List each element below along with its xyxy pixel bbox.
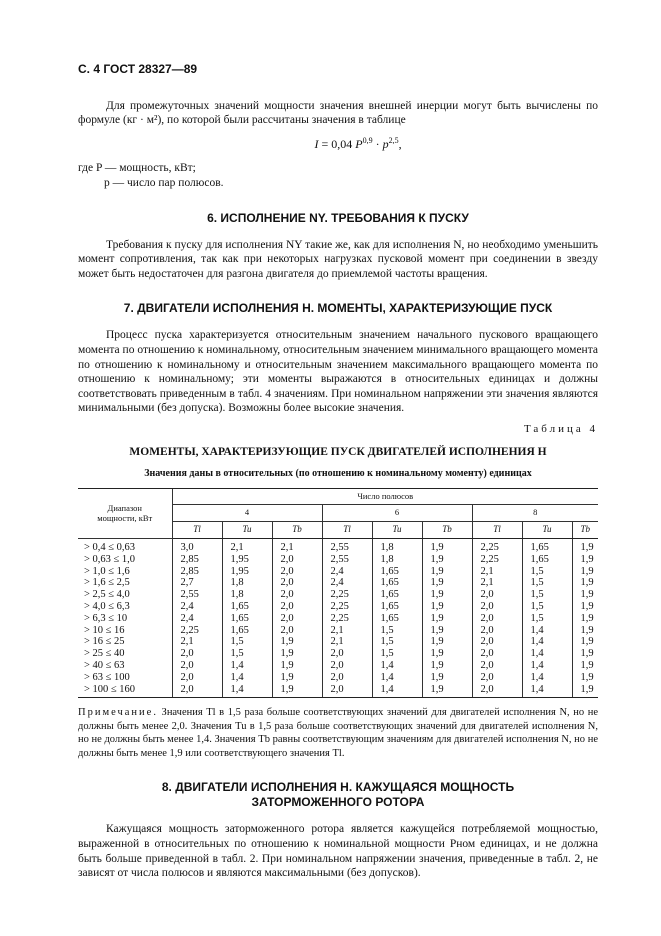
value-cell: 2,0 bbox=[472, 648, 522, 660]
value-cell: 1,9 bbox=[422, 613, 472, 625]
section-7-text: Процесс пуска характеризуется относительным значением начального пускового вращающего момента по отношению к номинальному, относительным значением минимального вращающего момента по отношению к номинальному и относительным значением максимального вращающего момента по отношению к номинальному; эти моменты выражаются в относительных единицах и должны соответствовать приведенным в табл. 4 значениям. При номинальном напряжении эти значения являются минимальными (без допуска). Возможны более высокие значения. bbox=[78, 329, 598, 415]
value-cell: 2,25 bbox=[322, 613, 372, 625]
table-4-title: МОМЕНТЫ, ХАРАКТЕРИЗУЮЩИЕ ПУСК ДВИГАТЕЛЕЙ ИСПОЛНЕНИЯ Н bbox=[129, 445, 547, 458]
table-row bbox=[78, 613, 598, 625]
power-range-cell: > 16 ≤ 25 bbox=[84, 636, 125, 648]
value-cell: 1,4 bbox=[522, 684, 572, 698]
value-cell: 1,9 bbox=[422, 539, 472, 554]
value-cell: 2,25 bbox=[322, 601, 372, 613]
value-cell: 1,9 bbox=[572, 672, 598, 684]
table-row bbox=[78, 648, 598, 660]
value-cell: 2,0 bbox=[322, 660, 372, 672]
table-row bbox=[78, 554, 598, 566]
symbol-header: Tb bbox=[422, 522, 472, 539]
value-cell: 1,8 bbox=[372, 539, 422, 554]
section-7-title: 7. ДВИГАТЕЛИ ИСПОЛНЕНИЯ Н. МОМЕНТЫ, ХАРАКТЕРИЗУЮЩИЕ ПУСК bbox=[123, 301, 553, 316]
table-row bbox=[78, 636, 598, 648]
table-row bbox=[78, 672, 598, 684]
value-cell: 2,0 bbox=[472, 636, 522, 648]
col-header-4-poles: 4 bbox=[172, 505, 322, 522]
value-cell: 2,55 bbox=[172, 589, 222, 601]
value-cell: 1,65 bbox=[372, 613, 422, 625]
table-4 bbox=[78, 488, 598, 699]
value-cell: 1,9 bbox=[422, 660, 472, 672]
value-cell: 1,4 bbox=[222, 660, 272, 672]
value-cell: 1,9 bbox=[422, 554, 472, 566]
section-6-text: Требования к пуску для исполнения NY такие же, как для исполнения N, но необходимо уменьшить момент сопротивления, так как при некоторых нагрузках пусковой момент при соединении в звезду может быть недостаточен для разгона двигателя до приемлемой частоты вращения. bbox=[78, 238, 598, 280]
value-cell: 2,0 bbox=[472, 672, 522, 684]
value-cell: 1,9 bbox=[572, 660, 598, 672]
value-cell: 2,1 bbox=[322, 636, 372, 648]
value-cell: 1,5 bbox=[372, 648, 422, 660]
value-cell: 1,9 bbox=[572, 636, 598, 648]
power-range-cell: > 0,4 ≤ 0,63 bbox=[84, 542, 136, 554]
value-cell: 2,0 bbox=[272, 601, 322, 613]
value-cell: 1,9 bbox=[572, 648, 598, 660]
value-cell: 2,0 bbox=[322, 648, 372, 660]
value-cell: 2,1 bbox=[472, 566, 522, 578]
symbol-header: Tl bbox=[472, 522, 522, 539]
value-cell: 2,0 bbox=[472, 589, 522, 601]
value-cell: 2,25 bbox=[172, 625, 222, 637]
col-header-range: Диапазон мощности, кВт bbox=[78, 488, 172, 538]
value-cell: 2,4 bbox=[172, 601, 222, 613]
table-row bbox=[78, 589, 598, 601]
power-range-cell: > 6,3 ≤ 10 bbox=[84, 612, 128, 624]
value-cell: 1,4 bbox=[222, 672, 272, 684]
value-cell: 1,65 bbox=[372, 566, 422, 578]
symbol-header: Tb bbox=[572, 522, 598, 539]
value-cell: 1,4 bbox=[522, 636, 572, 648]
symbol-header: Tl bbox=[172, 522, 222, 539]
value-cell: 1,9 bbox=[422, 577, 472, 589]
value-cell: 2,0 bbox=[322, 672, 372, 684]
value-cell: 1,95 bbox=[222, 554, 272, 566]
value-cell: 2,0 bbox=[172, 660, 222, 672]
value-cell: 2,0 bbox=[472, 684, 522, 698]
value-cell: 1,9 bbox=[572, 684, 598, 698]
value-cell: 1,9 bbox=[572, 589, 598, 601]
col-header-6-poles: 6 bbox=[322, 505, 472, 522]
value-cell: 2,1 bbox=[222, 539, 272, 554]
value-cell: 1,9 bbox=[272, 660, 322, 672]
value-cell: 2,0 bbox=[472, 601, 522, 613]
power-range-cell: > 100 ≤ 160 bbox=[78, 684, 172, 698]
value-cell: 1,9 bbox=[572, 554, 598, 566]
value-cell: 2,0 bbox=[272, 554, 322, 566]
value-cell: 1,65 bbox=[222, 625, 272, 637]
power-range-cell: > 1,6 ≤ 2,5 bbox=[84, 577, 130, 589]
value-cell: 1,8 bbox=[222, 589, 272, 601]
value-cell: 1,9 bbox=[422, 636, 472, 648]
value-cell: 2,0 bbox=[172, 684, 222, 698]
value-cell: 1,9 bbox=[572, 539, 598, 554]
value-cell: 2,1 bbox=[272, 539, 322, 554]
value-cell: 2,25 bbox=[472, 554, 522, 566]
value-cell: 1,9 bbox=[422, 601, 472, 613]
power-range-cell: > 1,0 ≤ 1,6 bbox=[84, 565, 130, 577]
value-cell: 1,9 bbox=[272, 684, 322, 698]
table-row bbox=[78, 625, 598, 637]
value-cell: 2,25 bbox=[472, 539, 522, 554]
value-cell: 2,1 bbox=[172, 636, 222, 648]
formula-where-poles: p — число пар полюсов. bbox=[104, 176, 224, 189]
value-cell: 1,65 bbox=[522, 554, 572, 566]
symbol-header: Tu bbox=[222, 522, 272, 539]
value-cell: 2,0 bbox=[272, 613, 322, 625]
value-cell: 2,0 bbox=[172, 648, 222, 660]
value-cell: 1,4 bbox=[372, 684, 422, 698]
section-8-title: 8. ДВИГАТЕЛИ ИСПОЛНЕНИЯ Н. КАЖУЩАЯСЯ МОЩНОСТЬ ЗАТОРМОЖЕННОГО РОТОРА bbox=[161, 780, 515, 810]
value-cell: 2,85 bbox=[172, 554, 222, 566]
col-header-8-poles: 8 bbox=[472, 505, 598, 522]
power-range-cell: > 0,63 ≤ 1,0 bbox=[84, 553, 136, 565]
value-cell: 2,0 bbox=[172, 672, 222, 684]
value-cell: 1,65 bbox=[222, 601, 272, 613]
power-range-cell: > 4,0 ≤ 6,3 bbox=[84, 601, 130, 613]
power-range-cell: > 10 ≤ 16 bbox=[84, 624, 125, 636]
value-cell: 1,9 bbox=[572, 625, 598, 637]
value-cell: 1,9 bbox=[572, 566, 598, 578]
value-cell: 1,9 bbox=[572, 613, 598, 625]
symbol-header: Tl bbox=[322, 522, 372, 539]
intro-paragraph: Для промежуточных значений мощности значения внешней инерции могут быть вычислены по формуле (кг · м²), по которой были рассчитаны значения в таблице bbox=[78, 99, 598, 127]
value-cell: 2,55 bbox=[322, 539, 372, 554]
table-4-label: Таблица 4 bbox=[523, 422, 598, 435]
value-cell: 1,9 bbox=[572, 577, 598, 589]
power-range-cell: > 2,5 ≤ 4,0 bbox=[84, 589, 130, 601]
table-row bbox=[78, 577, 598, 589]
value-cell: 1,5 bbox=[222, 636, 272, 648]
power-range-cell: > 25 ≤ 40 bbox=[84, 648, 125, 660]
document-page bbox=[78, 62, 598, 881]
value-cell: 2,1 bbox=[472, 577, 522, 589]
value-cell: 2,0 bbox=[322, 684, 372, 698]
symbol-header: Tu bbox=[522, 522, 572, 539]
value-cell: 2,0 bbox=[272, 566, 322, 578]
value-cell: 2,55 bbox=[322, 554, 372, 566]
table-row bbox=[78, 539, 598, 554]
table-4-subtitle: Значения даны в относительных (по отношению к номинальному моменту) единицах bbox=[144, 468, 532, 480]
inertia-formula: I = 0,04 $P^{0,9} \cdot p^{2,5}$, bbox=[314, 135, 402, 151]
value-cell: 1,9 bbox=[422, 589, 472, 601]
value-cell: 1,9 bbox=[572, 601, 598, 613]
value-cell: 2,4 bbox=[322, 577, 372, 589]
value-cell: 1,4 bbox=[522, 625, 572, 637]
value-cell: 2,85 bbox=[172, 566, 222, 578]
table-row bbox=[78, 566, 598, 578]
value-cell: 1,9 bbox=[422, 625, 472, 637]
value-cell: 1,4 bbox=[372, 660, 422, 672]
value-cell: 1,65 bbox=[372, 589, 422, 601]
value-cell: 1,5 bbox=[522, 577, 572, 589]
value-cell: 1,4 bbox=[222, 684, 272, 698]
value-cell: 1,9 bbox=[272, 636, 322, 648]
value-cell: 2,4 bbox=[322, 566, 372, 578]
value-cell: 2,0 bbox=[272, 589, 322, 601]
formula-where-power: где P — мощность, кВт; bbox=[78, 162, 196, 175]
table-row bbox=[78, 660, 598, 672]
symbol-header: Tb bbox=[272, 522, 322, 539]
value-cell: 1,5 bbox=[222, 648, 272, 660]
value-cell: 2,0 bbox=[272, 625, 322, 637]
value-cell: 2,7 bbox=[172, 577, 222, 589]
value-cell: 1,65 bbox=[372, 577, 422, 589]
value-cell: 2,0 bbox=[472, 613, 522, 625]
value-cell: 1,4 bbox=[522, 660, 572, 672]
value-cell: 1,8 bbox=[372, 554, 422, 566]
table-row bbox=[78, 684, 598, 698]
section-6-title: 6. ИСПОЛНЕНИЕ NY. ТРЕБОВАНИЯ К ПУСКУ bbox=[207, 210, 469, 225]
value-cell: 2,0 bbox=[472, 625, 522, 637]
value-cell: 1,65 bbox=[522, 539, 572, 554]
page-header: С. 4 ГОСТ 28327—89 bbox=[78, 62, 198, 76]
value-cell: 1,5 bbox=[522, 601, 572, 613]
value-cell: 1,5 bbox=[522, 589, 572, 601]
value-cell: 1,5 bbox=[522, 613, 572, 625]
power-range-cell: > 63 ≤ 100 bbox=[84, 671, 130, 683]
value-cell: 1,5 bbox=[372, 625, 422, 637]
col-header-poles: Число полюсов bbox=[172, 488, 598, 505]
value-cell: 1,4 bbox=[522, 672, 572, 684]
value-cell: 1,9 bbox=[422, 672, 472, 684]
value-cell: 1,9 bbox=[272, 672, 322, 684]
value-cell: 1,5 bbox=[372, 636, 422, 648]
value-cell: 2,1 bbox=[322, 625, 372, 637]
value-cell: 3,0 bbox=[172, 539, 222, 554]
value-cell: 1,9 bbox=[422, 684, 472, 698]
value-cell: 2,0 bbox=[472, 660, 522, 672]
section-8-text: Кажущаяся мощность заторможенного ротора является кажущейся потребляемой мощностью, выраженной в относительных по отношению к номинальной мощности Pном единицах, и не должна быть больше приведенной в табл. 2. При номинальном напряжении значения, приведенные в табл. 2, не зависят от числа полюсов и являются максимальными (без допусков). bbox=[78, 823, 598, 880]
value-cell: 1,9 bbox=[422, 566, 472, 578]
value-cell: 1,9 bbox=[422, 648, 472, 660]
value-cell: 1,4 bbox=[522, 648, 572, 660]
value-cell: 1,9 bbox=[272, 648, 322, 660]
value-cell: 1,95 bbox=[222, 566, 272, 578]
value-cell: 1,8 bbox=[222, 577, 272, 589]
symbol-header: Tu bbox=[372, 522, 422, 539]
table-row bbox=[78, 601, 598, 613]
value-cell: 1,65 bbox=[372, 601, 422, 613]
value-cell: 1,65 bbox=[222, 613, 272, 625]
value-cell: 2,0 bbox=[272, 577, 322, 589]
value-cell: 2,25 bbox=[322, 589, 372, 601]
power-range-cell: > 40 ≤ 63 bbox=[84, 660, 125, 672]
value-cell: 2,4 bbox=[172, 613, 222, 625]
table-4-note: Примечание. Значения Tl в 1,5 раза больше соответствующих значений для двигателей исполнения N, но не должны быть менее 2,0. Значения Tu в 1,5 раза больше соответствующих значений для двигателей исполнения N, но не должны быть менее 1,4. Значения Tb равны соответствующим значениям для двигателей исполнения N, но не должны быть менее 1,9 или соответствующего значения Tl. bbox=[78, 707, 598, 759]
value-cell: 1,5 bbox=[522, 566, 572, 578]
value-cell: 1,4 bbox=[372, 672, 422, 684]
